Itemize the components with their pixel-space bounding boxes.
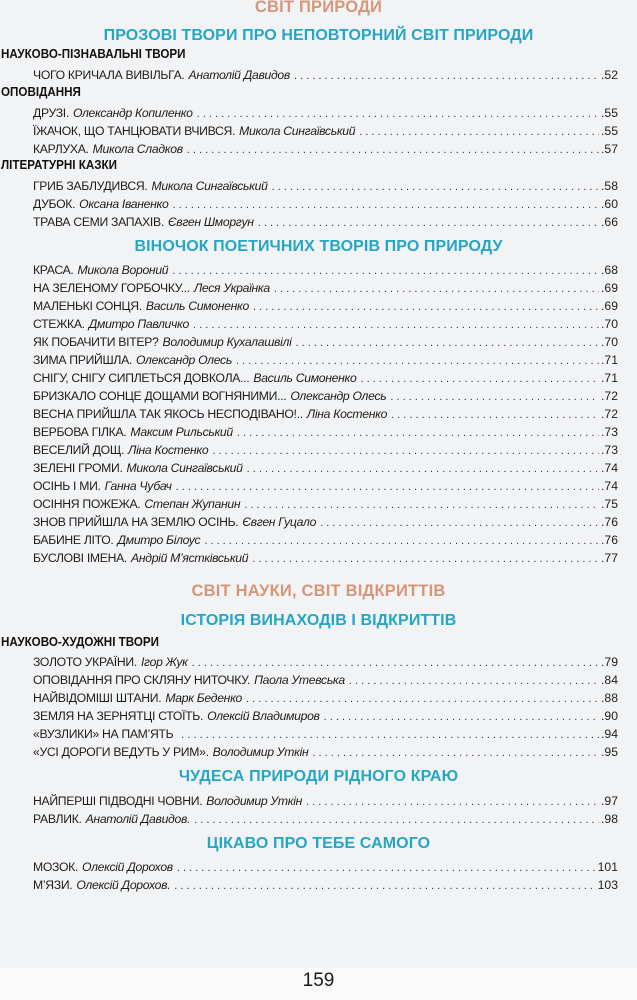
toc-entry[interactable] (33, 689, 618, 707)
entry-page: .69 (601, 281, 618, 295)
entry-title: НАЙПЕРШІ ПІДВОДНІ ЧОВНИ. (33, 794, 203, 808)
toc-entry[interactable] (33, 387, 618, 405)
genre-heading: НАУКОВО-ПІЗНАВАЛЬНІ ТВОРИ (1, 47, 186, 61)
entry-title: НА ЗЕЛЕНОМУ ГОРБОЧКУ... (33, 281, 190, 295)
entry-title: ЗНОВ ПРИЙШЛА НА ЗЕМЛЮ ОСІНЬ. (33, 515, 239, 529)
entry-title: ЗЕЛЕНІ ГРОМИ. (33, 461, 123, 475)
entry-author: Максим Рильський (130, 425, 233, 439)
entry-title: «УСІ ДОРОГИ ВЕДУТЬ У РИМ». (33, 745, 209, 759)
dot-leader (204, 532, 599, 549)
entry-page: .58 (601, 179, 618, 193)
dot-leader (244, 496, 599, 513)
dot-leader (274, 280, 599, 297)
entry-title: ВЕРБОВА ГІЛКА. (33, 425, 127, 439)
entry-author: Олександр Олесь (290, 389, 387, 403)
entry-author: Володимир Уткін (206, 794, 303, 808)
entry-author: Василь Симоненко (145, 299, 249, 313)
dot-leader (192, 654, 599, 671)
entry-title: ОСІННЯ ПОЖЕЖА. (33, 497, 141, 511)
entry-author: Олександр Копиленко (72, 106, 193, 120)
toc-entry[interactable] (33, 297, 618, 315)
entry-page: .66 (601, 215, 618, 229)
dot-leader (197, 105, 599, 122)
entry-page: .77 (601, 551, 618, 565)
entry-author: Олексій Владимиров (207, 709, 320, 723)
toc-entry[interactable] (33, 858, 618, 876)
dot-leader (295, 334, 599, 351)
entry-title: ДУБОК. (33, 197, 76, 211)
entry-page: .73 (601, 443, 618, 457)
toc-entry[interactable] (33, 810, 618, 828)
entry-author: Микола Сингаївський (239, 124, 356, 138)
entry-author: Василь Симоненко (253, 371, 357, 385)
entry-page: .75 (601, 497, 618, 511)
entry-author: Ліна Костенко (306, 407, 388, 421)
entry-page: .71 (601, 353, 618, 367)
dot-leader (247, 460, 599, 477)
entry-author: Паола Утевська (254, 673, 345, 687)
toc-entry[interactable] (33, 707, 618, 725)
entry-title: КРАСА. (33, 263, 74, 277)
entry-page: .72 (601, 389, 618, 403)
dot-leader (359, 123, 599, 140)
entry-page: .76 (601, 515, 618, 529)
toc-entry[interactable] (33, 441, 618, 459)
entry-page: .55 (601, 106, 618, 120)
entry-page: .70 (601, 317, 618, 331)
toc-entry[interactable] (33, 725, 618, 743)
entry-title: ЧОГО КРИЧАЛА ВИВІЛЬГА. (33, 68, 185, 82)
entry-author: Степан Жупанин (144, 497, 241, 511)
toc-entry[interactable] (33, 792, 618, 810)
toc-entry[interactable] (33, 104, 618, 122)
entry-page: .95 (601, 745, 618, 759)
entry-title: «ВУЗЛИКИ» НА ПАМ’ЯТЬ (33, 727, 174, 741)
toc-entry[interactable] (33, 279, 618, 297)
entry-author: Микола Вороний (77, 263, 169, 277)
entry-page: .70 (601, 335, 618, 349)
toc-entry[interactable] (33, 315, 618, 333)
entry-page: .55 (601, 124, 618, 138)
section-title: ЦІКАВО ПРО ТЕБЕ САМОГО (206, 835, 431, 852)
entry-author: Ігор Жук (140, 655, 188, 669)
entry-author: Володимир Уткін (212, 745, 309, 759)
entry-page: .71 (601, 371, 618, 385)
entry-page: .98 (601, 812, 618, 826)
entry-title: ОСІНЬ І МИ. (33, 479, 101, 493)
toc-entry[interactable] (33, 531, 618, 549)
entry-title: М’ЯЗИ. (33, 878, 73, 892)
entry-title: ДРУЗІ. (33, 106, 69, 120)
entry-title: ЯК ПОБАЧИТИ ВІТЕР? (33, 335, 159, 349)
dot-leader (236, 352, 599, 369)
dot-leader (320, 514, 599, 531)
dot-leader (194, 811, 599, 828)
dot-leader (272, 178, 599, 195)
entry-author: Анатолій Давидов (188, 68, 290, 82)
entry-page: .60 (601, 197, 618, 211)
section-title: ІСТОРІЯ ВИНАХОДІВ І ВІДКРИТТІВ (180, 612, 457, 629)
dot-leader (324, 708, 599, 725)
dot-leader (173, 196, 600, 213)
entry-title: МАЛЕНЬКІ СОНЦЯ. (33, 299, 142, 313)
toc-entry[interactable] (33, 122, 618, 140)
toc-entry[interactable] (33, 743, 618, 761)
toc-entry[interactable] (33, 351, 618, 369)
dot-leader (237, 424, 599, 441)
entry-author: Микола Сладков (92, 142, 183, 156)
entry-author: Дмитро Білоус (117, 533, 201, 547)
entry-author: Оксана Іваненко (79, 197, 169, 211)
section-title: ВІНОЧОК ПОЕТИЧНИХ ТВОРІВ ПРО ПРИРОДУ (134, 238, 503, 255)
entry-author: Дмитро Павличко (88, 317, 189, 331)
entry-title: ГРИБ ЗАБЛУДИВСЯ. (33, 179, 148, 193)
dot-leader (349, 672, 599, 689)
toc-entry[interactable] (33, 333, 618, 351)
entry-page: 101 (597, 860, 618, 874)
dot-leader (312, 744, 599, 761)
toc-entry[interactable] (33, 876, 618, 894)
entry-author: Олександр Олесь (135, 353, 232, 367)
entry-author: Анатолій Давидов. (85, 812, 191, 826)
entry-page: .74 (601, 461, 618, 475)
toc-entry[interactable] (33, 513, 618, 531)
entry-title: РАВЛИК. (33, 812, 82, 826)
entry-page: .73 (601, 425, 618, 439)
entry-author: Олексій Дорохов (82, 860, 173, 874)
dot-leader (172, 262, 599, 279)
toc-entry[interactable] (33, 213, 618, 231)
toc-entry[interactable] (33, 261, 618, 279)
entry-page: .88 (601, 691, 618, 705)
entry-title: НАЙВІДОМІШІ ШТАНИ. (33, 691, 162, 705)
entry-title: ТРАВА СЕМИ ЗАПАХІВ. (33, 215, 164, 229)
toc-entry[interactable] (33, 477, 618, 495)
dot-leader (193, 316, 599, 333)
entry-title: ОПОВІДАННЯ ПРО СКЛЯНУ НИТОЧКУ. (33, 673, 251, 687)
toc-entry[interactable] (33, 549, 618, 567)
toc-entry[interactable] (33, 495, 618, 513)
dot-leader (306, 793, 599, 810)
entry-title: ЗИМА ПРИЙШЛА. (33, 353, 132, 367)
entry-title: БРИЗКАЛО СОНЦЕ ДОЩАМИ ВОГНЯНИМИ... (33, 389, 287, 403)
toc-entry[interactable] (33, 405, 618, 423)
page-number: 159 (0, 968, 637, 1000)
entry-page: .79 (601, 655, 618, 669)
entry-author: Леся Українка (193, 281, 270, 295)
dot-leader (246, 690, 599, 707)
entry-page: .68 (601, 263, 618, 277)
entry-title: БУСЛОВІ ІМЕНА. (33, 551, 128, 565)
entry-title: СНІГУ, СНІГУ СИПЛЕТЬСЯ ДОВКОЛА... (33, 371, 250, 385)
entry-title: СТЕЖКА. (33, 317, 85, 331)
entry-page: .57 (601, 142, 618, 156)
entry-author: Ганна Чубач (104, 479, 172, 493)
entry-author: Ліна Костенко (128, 443, 209, 457)
entry-title: ЇЖАЧОК, ЩО ТАНЦЮВАТИ ВЧИВСЯ. (33, 124, 236, 138)
entry-page: 103 (597, 878, 618, 892)
dot-leader (174, 877, 595, 894)
entry-title: ЗОЛОТО УКРАЇНИ. (33, 655, 137, 669)
dot-leader (181, 726, 599, 743)
entry-author: Євген Шморгун (167, 215, 254, 229)
entry-title: БАБИНЕ ЛІТО. (33, 533, 114, 547)
dot-leader (391, 406, 599, 423)
dot-leader (252, 550, 599, 567)
genre-heading: НАУКОВО-ХУДОЖНІ ТВОРИ (1, 635, 160, 649)
toc-entry[interactable] (33, 140, 618, 158)
entry-author: Євген Гуцало (242, 515, 317, 529)
entry-author: Микола Сингаївський (126, 461, 243, 475)
entry-page: .52 (601, 68, 618, 82)
entry-page: .72 (601, 407, 618, 421)
genre-heading: ЛІТЕРАТУРНІ КАЗКИ (1, 158, 117, 172)
section-title: ЧУДЕСА ПРИРОДИ РІДНОГО КРАЮ (178, 768, 459, 785)
dot-leader (177, 859, 596, 876)
entry-title: МОЗОК. (33, 860, 79, 874)
entry-page: .90 (601, 709, 618, 723)
entry-page: .69 (601, 299, 618, 313)
dot-leader (212, 442, 599, 459)
entry-author: Олексій Дорохов. (76, 878, 171, 892)
entry-title: ВЕСЕЛИЙ ДОЩ. (33, 443, 125, 457)
toc-entry[interactable] (33, 459, 618, 477)
toc-entry[interactable] (33, 653, 618, 671)
dot-leader (253, 298, 599, 315)
toc-entry[interactable] (33, 195, 618, 213)
dot-leader (176, 478, 599, 495)
dot-leader (258, 214, 599, 231)
genre-heading: ОПОВІДАННЯ (1, 85, 81, 99)
entry-author: Володимир Кухалашвілі (162, 335, 292, 349)
toc-entry[interactable] (33, 423, 618, 441)
entry-page: .94 (601, 727, 618, 741)
dot-leader (390, 388, 599, 405)
part-title: СВІТ ПРИРОДИ (254, 0, 383, 16)
toc-entry[interactable] (33, 369, 618, 387)
entry-page: .84 (601, 673, 618, 687)
dot-leader (187, 141, 599, 158)
part-title: СВІТ НАУКИ, СВІТ ВІДКРИТТІВ (191, 582, 446, 600)
entry-title: ВЕСНА ПРИЙШЛА ТАК ЯКОСЬ НЕСПОДІВАНО!.. (33, 407, 303, 421)
dot-leader (360, 370, 599, 387)
toc-entry[interactable] (33, 671, 618, 689)
entry-page: .76 (601, 533, 618, 547)
entry-author: Микола Сингаївський (151, 179, 268, 193)
entry-page: .97 (601, 794, 618, 808)
entry-author: Андрій М’ястківський (131, 551, 249, 565)
entry-page: .74 (601, 479, 618, 493)
dot-leader (294, 67, 599, 84)
entry-title: ЗЕМЛЯ НА ЗЕРНЯТЦІ СТОЇТЬ. (33, 709, 204, 723)
entry-author: Марк Беденко (165, 691, 243, 705)
entry-title: КАРЛУХА. (33, 142, 89, 156)
toc-entry[interactable] (33, 177, 618, 195)
section-title: ПРОЗОВІ ТВОРИ ПРО НЕПОВТОРНИЙ СВІТ ПРИРОДИ (103, 27, 534, 44)
toc-entry[interactable] (33, 66, 618, 84)
